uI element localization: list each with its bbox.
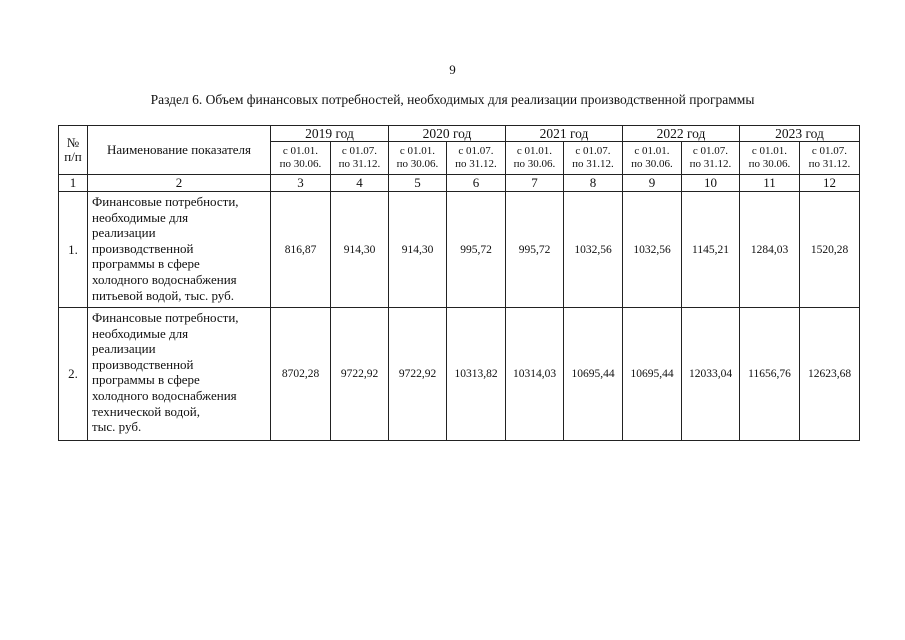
indicator-name	[88, 192, 271, 308]
indicator-name-line: питьевой водой, тыс. руб.	[92, 287, 235, 303]
column-number: 12	[800, 175, 860, 192]
period-from: с 01.01.	[516, 145, 553, 157]
header-period	[447, 142, 506, 175]
period-from: с 01.07.	[811, 145, 848, 157]
value-cell: 816,87	[271, 192, 331, 308]
period-from: с 01.07.	[575, 145, 611, 157]
value-cell: 9722,92	[331, 308, 389, 441]
value-cell: 9722,92	[389, 308, 447, 441]
section-title: Раздел 6. Объем финансовых потребностей, необходимых для реализации производственной программы	[150, 92, 755, 107]
value-cell: 1145,21	[682, 192, 740, 308]
indicator-name-line: необходимые для	[92, 209, 189, 225]
value-cell: 1520,28	[800, 192, 860, 308]
header-no-line: №	[66, 135, 80, 150]
header-period	[800, 142, 860, 175]
table-row	[59, 308, 860, 441]
value-cell: 914,30	[331, 192, 389, 308]
value-cell: 8702,28	[271, 308, 331, 441]
value-cell: 995,72	[506, 192, 564, 308]
page-number: 9	[449, 62, 456, 77]
header-year: 2023 год	[740, 126, 860, 142]
period-to: по 31.12.	[689, 158, 732, 170]
header-period	[271, 142, 331, 175]
period-from: с 01.01.	[282, 145, 319, 157]
financial-needs-table	[58, 125, 860, 441]
indicator-name-line: программы в сфере	[92, 372, 200, 388]
period-to: по 30.06.	[279, 158, 322, 170]
period-from: с 01.01.	[399, 145, 436, 157]
header-period	[740, 142, 800, 175]
table-row	[59, 192, 860, 308]
indicator-name-line: тыс. руб.	[92, 419, 142, 435]
column-number: 9	[623, 175, 682, 192]
column-number-row	[59, 175, 860, 192]
column-number: 3	[271, 175, 331, 192]
value-cell: 914,30	[389, 192, 447, 308]
row-number: 2.	[59, 308, 88, 441]
column-number: 4	[331, 175, 389, 192]
header-year: 2022 год	[623, 126, 740, 142]
period-to: по 30.06.	[513, 158, 556, 170]
column-number: 7	[506, 175, 564, 192]
header-period	[682, 142, 740, 175]
indicator-name-line: Финансовые потребности,	[92, 194, 239, 209]
column-number: 1	[59, 175, 88, 192]
value-cell: 10695,44	[564, 308, 623, 441]
header-period	[623, 142, 682, 175]
period-from: с 01.01.	[634, 145, 670, 157]
indicator-name-line: холодного водоснабжения	[92, 387, 237, 403]
column-number: 5	[389, 175, 447, 192]
value-cell: 1284,03	[740, 192, 800, 308]
indicator-name	[88, 308, 271, 441]
period-from: с 01.07.	[341, 145, 378, 157]
indicator-name-line: технической водой,	[92, 403, 200, 419]
column-number: 6	[447, 175, 506, 192]
column-number: 2	[88, 175, 271, 192]
value-cell: 10314,03	[506, 308, 564, 441]
value-cell: 10313,82	[447, 308, 506, 441]
header-no-line: п/п	[64, 149, 82, 164]
indicator-name-line: холодного водоснабжения	[92, 271, 237, 287]
period-to: по 31.12.	[455, 158, 497, 170]
header-year: 2019 год	[271, 126, 389, 142]
indicator-name-line: необходимые для	[92, 325, 189, 341]
header-period	[389, 142, 447, 175]
value-cell: 995,72	[447, 192, 506, 308]
header-year: 2021 год	[506, 126, 623, 142]
header-no	[59, 126, 88, 175]
value-cell: 10695,44	[623, 308, 682, 441]
column-number: 11	[740, 175, 800, 192]
column-number: 8	[564, 175, 623, 192]
header-row-years	[59, 126, 860, 142]
indicator-name-line: производственной	[92, 356, 194, 372]
header-year: 2020 год	[389, 126, 506, 142]
period-to: по 31.12.	[338, 158, 381, 170]
indicator-name-line: Финансовые потребности,	[92, 310, 239, 325]
header-period	[506, 142, 564, 175]
indicator-name-line: реализации	[92, 225, 156, 241]
indicator-name-line: программы в сфере	[92, 256, 200, 272]
period-to: по 31.12.	[572, 158, 614, 170]
period-from: с 01.07.	[692, 145, 729, 157]
value-cell: 1032,56	[623, 192, 682, 308]
value-cell: 12033,04	[682, 308, 740, 441]
period-to: по 30.06.	[748, 158, 791, 170]
header-period	[331, 142, 389, 175]
header-period	[564, 142, 623, 175]
value-cell: 1032,56	[564, 192, 623, 308]
indicator-name-line: реализации	[92, 341, 156, 357]
value-cell: 12623,68	[800, 308, 860, 441]
period-to: по 31.12.	[808, 158, 851, 170]
value-cell: 11656,76	[740, 308, 800, 441]
column-number: 10	[682, 175, 740, 192]
period-to: по 30.06.	[631, 158, 673, 170]
period-to: по 30.06.	[396, 158, 439, 170]
period-from: с 01.07.	[458, 145, 494, 157]
row-number: 1.	[59, 192, 88, 308]
period-from: с 01.01.	[751, 145, 788, 157]
indicator-name-line: производственной	[92, 240, 194, 256]
header-name: Наименование показателя	[88, 126, 271, 175]
